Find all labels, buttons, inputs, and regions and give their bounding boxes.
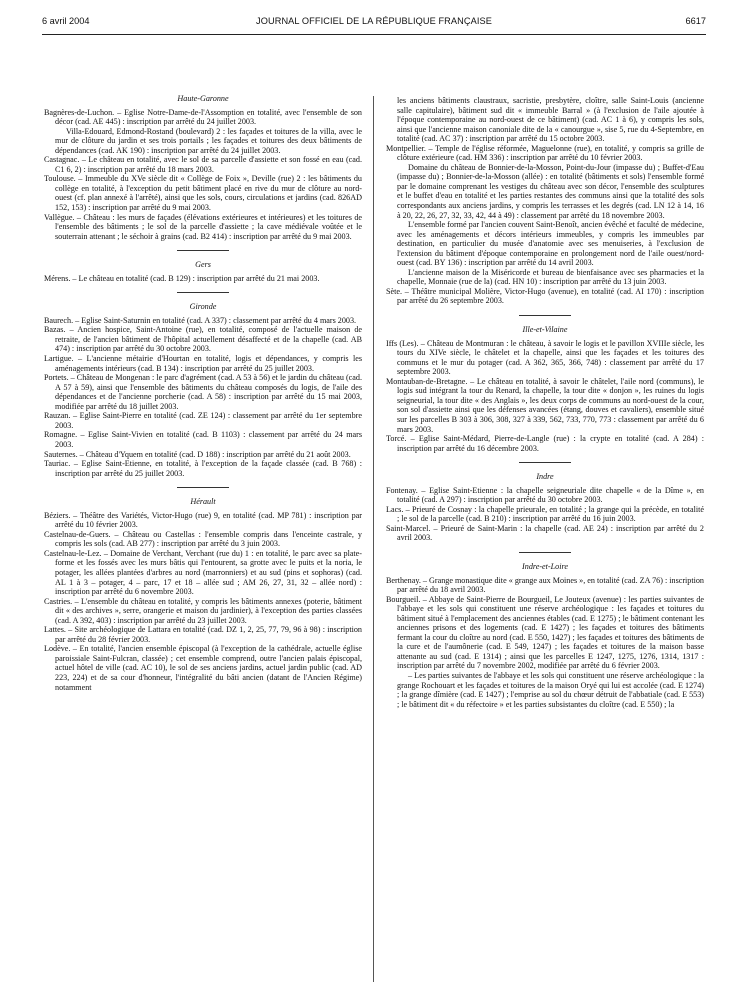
monument-entry: Villa-Edouard, Edmond-Rostand (boulevard) 2 : les façades et toitures de la villa, avec le mur de clôture du jardin et ses trois portails ; les façades et toitures des deux bâtiments de dépendances (cad. AK 190) : inscription par arrêté du 24 juillet 2003.	[55, 126, 362, 155]
monument-entry: L'ancienne maison de la Miséricorde et bureau de bienfaisance avec ses pharmacies et la chapelle, Monnaie (rue de la) (cad. HN 10) : inscription par arrêté du 13 juin 2003.	[397, 267, 704, 287]
monument-entry: Sauternes. – Château d'Yquem en totalité (cad. D 188) : inscription par arrêté du 21 août 2003.	[44, 449, 351, 459]
page-header	[42, 16, 706, 30]
issue-date: 6 avril 2004	[42, 16, 90, 26]
monument-entry: Lacs. – Prieuré de Cosnay : la chapelle prieurale, en totalité ; la grange qui la précède, en totalité ; le sol de la parcelle (cad. B 210) : inscription par arrêté du 16 juin 2003.	[386, 504, 704, 524]
monument-entry: Castagnac. – Le château en totalité, avec le sol de sa parcelle d'assiette et son fossé en eau (cad. C1 6, 2) : inscription par arrêté du 18 mars 2003.	[44, 155, 362, 174]
monument-entry: Portets. – Château de Mongenan : le parc d'agrément (cad. A 53 à 56) et le jardin du château (cad. A 57 à 59), ainsi que l'ensemble des bâtiments du château composés du logis, de l'aile des dépendances et de l'ancienne porcherie (cad. A 58) : inscription par arrêté du 15 mai 2003, modifiée par arrêté du 18 juillet 2003.	[44, 373, 362, 411]
monument-entry: Toulouse. – Immeuble du XVe siècle dit « Collège de Foix », Deville (rue) 2 : les bâtiments du collège en totalité, à l'exception du petit bâtiment placé en rive du mur de clôture au nord-ouest (cf. plan annexé à l'arrêté), ainsi que les sols, cours, circulations et jardins (cad. 826AD 152, 153) : inscription par arrêté du 9 mai 2003.	[44, 174, 362, 213]
monument-entry: Iffs (Les). – Château de Montmuran : le château, à savoir le logis et le pavillon XVIIIe siècle, les tours du XIVe siècle, le châtelet et la chapelle, ainsi que les façades et les toitures des communs et le mur du potager (cad. A 362, 365, 366, 748) : classement par arrêté du 17 septembre 2003.	[386, 338, 704, 377]
column-separator	[373, 96, 374, 982]
section-divider	[519, 315, 571, 316]
department-heading: Indre	[536, 472, 554, 482]
page-number: 6617	[685, 16, 706, 26]
department-heading: Ille-et-Vilaine	[522, 325, 568, 335]
monument-entry: Sète. – Théâtre municipal Molière, Victor-Hugo (avenue), en totalité (cad. AI 170) : inscription par arrêté du 26 septembre 2003.	[386, 286, 704, 306]
department-heading: Indre-et-Loire	[522, 561, 568, 571]
monument-entry: Castelnau-de-Guers. – Château ou Castellas : l'ensemble compris dans l'enceinte castrale, y compris les sols (cad. AB 277) : inscription par arrêté du 3 juin 2003.	[44, 529, 362, 549]
monument-entry: Fontenay. – Eglise Saint-Etienne : la chapelle seigneuriale dite chapelle « de la Dîme », en totalité (cad. A 297) : inscription par arrêté du 30 octobre 2003.	[386, 485, 704, 505]
monument-entry: Torcé. – Eglise Saint-Médard, Pierre-de-Langle (rue) : la crypte en totalité (cad. A 284) : inscription par arrêté du 16 décembre 2003.	[386, 434, 704, 453]
monument-entry: Vallègue. – Château : les murs de façades (élévations extérieures et intérieures) et les toitures de l'ensemble des bâtiments ; le sol de la parcelle d'assiette ; la cave médiévale voûtée et le souterrain attenant ; le séchoir à grains (cad. B2 414) : inscription par arrêté du 9 mai 2003.	[44, 212, 362, 241]
header-rule	[42, 34, 706, 35]
monument-entry: Baurech. – Eglise Saint-Saturnin en totalité (cad. A 337) : classement par arrêté du 4 mars 2003.	[44, 315, 357, 325]
monument-entry: Montauban-de-Bretagne. – Le château en totalité, à savoir le châtelet, l'aile nord (communs), le logis sud intégrant la tour du Renard, la chapelle, la tour dite « donjon », les ruines du logis seigneurial, la tour dite « des Anglais », les deux corps de communs au nord-ouest de la cour, son sol d'assiette ainsi que les défenses avancées (étang, douves et cavaliers), ensemble situé sur les parcelles B 303 à 306, 308, 327 à 339, 562, 733, 770, 773 : classement par arrêté du 6 mars 2003.	[386, 376, 704, 434]
monument-entry: Castries. – L'ensemble du château en totalité, y compris les bâtiments annexes (poterie, bâtiment dit « des archives », serre, orangerie et maison du jardinier), à l'exception des parties classées (cad. A 392, 403) : inscription par arrêté du 23 juillet 2003.	[44, 596, 362, 625]
section-divider	[177, 487, 229, 488]
monument-entry: Béziers. – Théâtre des Variétés, Victor-Hugo (rue) 9, en totalité (cad. MP 781) : inscription par arrêté du 10 février 2003.	[44, 510, 362, 530]
monument-entry: Bagnères-de-Luchon. – Eglise Notre-Dame-de-l'Assomption en totalité, avec l'ensemble de son décor (cad. AE 445) : inscription par arrêté du 24 juillet 2003.	[44, 107, 362, 127]
monument-entry: – Les parties suivantes de l'abbaye et les sols qui constituent une réserve archéologique : la grange Rochouart et les façades et toitures de la maison Oryé qui lui est accolée (cad. E 1274) ; la grange dîmière (cad. E 1427) ; l'emprise au sol du chœur détruit de l'abbatiale (cad. E 553) ; le bâtiment dit « du réfectoire » et les parties subsistantes du cloître (cad. E 550) ; la	[397, 670, 704, 709]
right-column	[386, 96, 704, 709]
monument-entry: Tauriac. – Eglise Saint-Etienne, en totalité, à l'exception de la façade classée (cad. B 768) : inscription par arrêté du 25 juillet 2003.	[44, 459, 362, 478]
monument-entry: Saint-Marcel. – Prieuré de Saint-Marin : la chapelle (cad. AE 24) : inscription par arrêté du 2 avril 2003.	[386, 523, 704, 543]
monument-entry: Domaine du château de Bonnier-de-la-Mosson, Point-du-Jour (impasse du) ; Buffet-d'Eau (impasse du) ; Bonnier-de-la-Mosson (allée) : en totalité (bâtiments et sols) l'ensemble formé par le domaine comprenant les vestiges du château avec son décor, l'ensemble des sculptures et le buffet d'eau en totalité et les parties restantes des communs ainsi que la totalité des sols correspondants aux anciens jardins, y compris les terrasses et les degrés (cad. LN 12 à 14, 16 à 20, 22, 26, 27, 32, 33, 42, 44 à 49) : classement par arrêté du 18 novembre 2003.	[397, 162, 704, 220]
department-heading: Hérault	[190, 497, 216, 507]
monument-entry: Lodève. – En totalité, l'ancien ensemble épiscopal (à l'exception de la cathédrale, actuelle église paroissiale Saint-Fulcran, classée) ; cet ensemble comprend, outre l'ancien palais épiscopal, actuel hôtel de ville (cad. AC 10), le sol de ses anciens jardins, actuel jardin public (cad. AD 223, 224) et de sa cour d'honneur, l'intégralité du bâti ancien (datant de l'Ancien Régime) notamment	[44, 644, 362, 692]
monument-entry: Montpellier. – Temple de l'église réformée, Maguelonne (rue), en totalité, y compris sa grille de clôture extérieure (cad. HM 336) : inscription par arrêté du 10 février 2003.	[386, 143, 704, 163]
monument-entry: Castelnau-le-Lez. – Domaine de Verchant, Verchant (rue du) 1 : en totalité, le parc avec sa plate-forme et les fossés avec les murs bâtis qui l'entourent, sa grotte avec le puits et la noria, le potager, les allées plantées d'arbres au nord (marronniers) et au sud (pins et sophoras) (cad. AL 1 à 3 – potager, 4 – parc, 17 et 18 – allée sud ; AM 26, 27, 31, 32 – allée nord) : inscription par arrêté du 6 novembre 2003.	[44, 548, 362, 597]
monument-entry: Romagne. – Eglise Saint-Vivien en totalité (cad. B 1103) : classement par arrêté du 24 mars 2003.	[44, 430, 362, 449]
department-heading: Gironde	[189, 302, 217, 312]
section-divider	[177, 250, 229, 251]
section-divider	[519, 552, 571, 553]
section-divider	[519, 462, 571, 463]
journal-title: JOURNAL OFFICIEL DE LA RÉPUBLIQUE FRANÇAISE	[256, 16, 492, 26]
monument-entry: Mérens. – Le château en totalité (cad. B 129) : inscription par arrêté du 21 mai 2003.	[44, 273, 320, 283]
monument-entry: Lartigue. – L'ancienne métairie d'Hourtan en totalité, logis et dépendances, y compris les aménagements intérieurs (cad. B 134) : inscription par arrêté du 25 juillet 2003.	[44, 354, 362, 373]
monument-entry: Lattes. – Site archéologique de Lattara en totalité (cad. DZ 1, 2, 25, 77, 79, 96 à 98) : inscription par arrêté du 28 février 2003.	[44, 625, 362, 644]
monument-entry: L'ensemble formé par l'ancien couvent Saint-Benoît, ancien évêché et faculté de médecine, avec les aménagements et décors intérieurs immeubles, y compris les immeubles par destination, en particulier du musée d'anatomie avec ses menuiseries, à l'exclusion de l'extension du bâtiment d'époque contemporaine en prolongement nord de l'aile ouest/nord-ouest (cad. BY 136) : inscription par arrêté du 14 avril 2003.	[397, 220, 704, 268]
monument-entry: Bourgueil. – Abbaye de Saint-Pierre de Bourgueil, Le Jouteux (avenue) : les parties suivantes de l'abbaye et les sols qui constituent une réserve archéologique : les façades et toitures du bâtiment situé à l'emplacement des anciennes étables (cad. E 1275) ; le bâtiment contenant les anciennes prisons et des logements (cad. E 1427) ; les façades et toitures des bâtiments fermant la cour du cloître au nord (cad. E 550, 1427) ; les façades et toitures des bâtiments de la cure et de l'aumônerie (cad. E 549, 1247) ; les façades et toitures de la maison basse attenante au sud (cad. E 1314) ; ainsi que les parcelles E 1247, 1275, 1276, 1314, 1317 : inscription par arrêté du 7 novembre 2002, modifiée par arrêté du 6 février 2003.	[386, 594, 704, 671]
department-heading: Haute-Garonne	[177, 94, 229, 103]
monument-entry: Bazas. – Ancien hospice, Saint-Antoine (rue), en totalité, composé de l'actuelle maison de retraite, de l'ancien bâtiment de l'hôpital actuellement désaffecté et de la chapelle (cad. AB 474) : inscription par arrêté du 30 octobre 2003.	[44, 325, 362, 354]
monument-entry: les anciens bâtiments claustraux, sacristie, presbytère, cloître, salle Saint-Louis (ancienne salle capitulaire), bâtiment sud dit « immeuble Barral » (à l'exclusion de l'aile ajoutée à l'époque contemporaine au nord-ouest de ce bâtiment) (cad. AC 1 à 6), y compris les sols, ainsi que l'ancienne maison canoniale dite de la « canourgue », sise 5, rue du 4-Septembre, en totalité (cad. AC 37) : inscription par arrêté du 15 octobre 2003.	[397, 96, 704, 144]
left-column	[44, 94, 362, 692]
department-heading: Gers	[195, 260, 211, 270]
monument-entry: Rauzan. – Eglise Saint-Pierre en totalité (cad. ZE 124) : classement par arrêté du 1er septembre 2003.	[44, 411, 362, 430]
section-divider	[177, 292, 229, 293]
monument-entry: Berthenay. – Grange monastique dite « grange aux Moines », en totalité (cad. ZA 76) : inscription par arrêté du 18 avril 2003.	[386, 575, 704, 595]
